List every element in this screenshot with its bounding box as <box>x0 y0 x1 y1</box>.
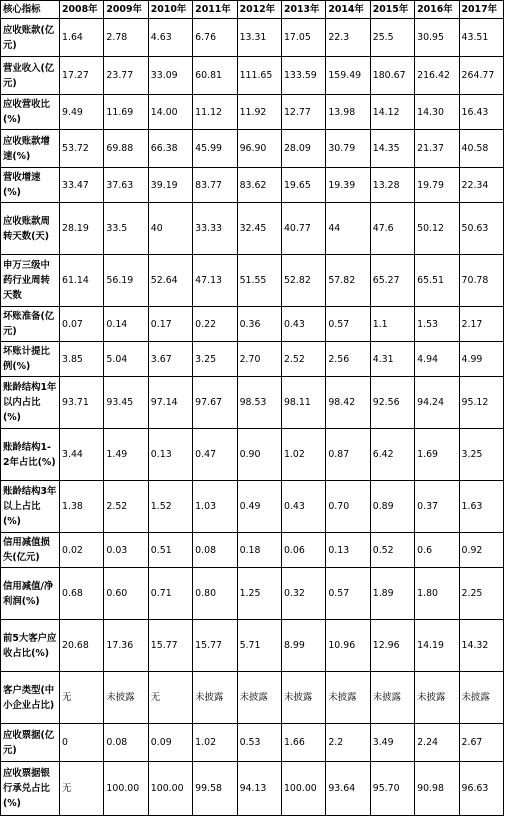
value-cell: 40 <box>148 203 192 255</box>
metric-cell: 应收票据(亿元) <box>1 724 60 762</box>
metric-cell: 申万三级中药行业周转天数 <box>1 255 60 307</box>
value-cell: 13.31 <box>237 19 281 57</box>
table-row <box>1 568 504 620</box>
value-cell: 无 <box>60 762 104 816</box>
value-cell: 4.99 <box>459 342 503 377</box>
value-cell: 1.03 <box>193 481 237 533</box>
table-row <box>1 672 504 724</box>
value-cell: 20.68 <box>60 620 104 672</box>
value-cell: 0.92 <box>459 533 503 568</box>
value-cell: 4.63 <box>148 19 192 57</box>
value-cell: 44 <box>326 203 370 255</box>
value-cell: 2.78 <box>104 19 148 57</box>
table-row <box>1 429 504 481</box>
value-cell: 0.87 <box>326 429 370 481</box>
value-cell: 1.69 <box>415 429 459 481</box>
value-cell: 1.89 <box>370 568 414 620</box>
value-cell: 2.52 <box>104 481 148 533</box>
value-cell: 0.09 <box>148 724 192 762</box>
metric-cell: 应收票据银行承兑占比(%) <box>1 762 60 816</box>
value-cell: 47.6 <box>370 203 414 255</box>
value-cell: 17.05 <box>281 19 325 57</box>
table-row <box>1 307 504 342</box>
value-cell: 30.95 <box>415 19 459 57</box>
value-cell: 未披露 <box>237 672 281 724</box>
value-cell: 14.12 <box>370 95 414 130</box>
value-cell: 45.99 <box>193 130 237 168</box>
value-cell: 1.64 <box>60 19 104 57</box>
value-cell: 97.14 <box>148 377 192 429</box>
table-row <box>1 168 504 203</box>
value-cell: 93.64 <box>326 762 370 816</box>
header-cell: 2013年 <box>281 1 325 19</box>
value-cell: 51.55 <box>237 255 281 307</box>
value-cell: 0.60 <box>104 568 148 620</box>
value-cell: 52.64 <box>148 255 192 307</box>
value-cell: 65.27 <box>370 255 414 307</box>
value-cell: 5.04 <box>104 342 148 377</box>
value-cell: 2.2 <box>326 724 370 762</box>
table-row <box>1 19 504 57</box>
table-row <box>1 203 504 255</box>
value-cell: 0.57 <box>326 568 370 620</box>
metric-cell: 账龄结构3年以上占比(%) <box>1 481 60 533</box>
value-cell: 65.51 <box>415 255 459 307</box>
value-cell: 0.53 <box>237 724 281 762</box>
value-cell: 23.77 <box>104 57 148 95</box>
value-cell: 98.11 <box>281 377 325 429</box>
value-cell: 无 <box>60 672 104 724</box>
value-cell: 未披露 <box>193 672 237 724</box>
value-cell: 33.09 <box>148 57 192 95</box>
value-cell: 2.56 <box>326 342 370 377</box>
header-cell: 核心指标 <box>1 1 60 19</box>
value-cell: 3.44 <box>60 429 104 481</box>
value-cell: 未披露 <box>459 672 503 724</box>
value-cell: 32.45 <box>237 203 281 255</box>
value-cell: 0.08 <box>193 533 237 568</box>
value-cell: 39.19 <box>148 168 192 203</box>
value-cell: 0.37 <box>415 481 459 533</box>
value-cell: 8.99 <box>281 620 325 672</box>
value-cell: 0.70 <box>326 481 370 533</box>
value-cell: 92.56 <box>370 377 414 429</box>
value-cell: 1.53 <box>415 307 459 342</box>
header-cell: 2009年 <box>104 1 148 19</box>
value-cell: 94.13 <box>237 762 281 816</box>
value-cell: 14.35 <box>370 130 414 168</box>
value-cell: 100.00 <box>148 762 192 816</box>
value-cell: 216.42 <box>415 57 459 95</box>
value-cell: 22.3 <box>326 19 370 57</box>
header-cell: 2015年 <box>370 1 414 19</box>
value-cell: 12.96 <box>370 620 414 672</box>
value-cell: 66.38 <box>148 130 192 168</box>
value-cell: 159.49 <box>326 57 370 95</box>
metric-cell: 应收账款(亿元) <box>1 19 60 57</box>
header-cell: 2014年 <box>326 1 370 19</box>
value-cell: 1.49 <box>104 429 148 481</box>
table-row <box>1 57 504 95</box>
header-cell: 2011年 <box>193 1 237 19</box>
metric-cell: 信用减值/净利润(%) <box>1 568 60 620</box>
value-cell: 无 <box>148 672 192 724</box>
metric-cell: 应收账款增速(%) <box>1 130 60 168</box>
value-cell: 0.03 <box>104 533 148 568</box>
table-row <box>1 481 504 533</box>
value-cell: 11.69 <box>104 95 148 130</box>
value-cell: 93.45 <box>104 377 148 429</box>
value-cell: 0 <box>60 724 104 762</box>
value-cell: 70.78 <box>459 255 503 307</box>
value-cell: 0.71 <box>148 568 192 620</box>
value-cell: 1.02 <box>281 429 325 481</box>
table-row <box>1 342 504 377</box>
value-cell: 98.53 <box>237 377 281 429</box>
metric-cell: 应收账款周转天数(天) <box>1 203 60 255</box>
value-cell: 未披露 <box>370 672 414 724</box>
value-cell: 19.79 <box>415 168 459 203</box>
value-cell: 1.63 <box>459 481 503 533</box>
metric-cell: 坏账准备(亿元) <box>1 307 60 342</box>
value-cell: 3.85 <box>60 342 104 377</box>
value-cell: 100.00 <box>281 762 325 816</box>
metric-cell: 应收营收比(%) <box>1 95 60 130</box>
metric-cell: 坏账计提比例(%) <box>1 342 60 377</box>
value-cell: 0.36 <box>237 307 281 342</box>
value-cell: 57.82 <box>326 255 370 307</box>
value-cell: 180.67 <box>370 57 414 95</box>
value-cell: 0.47 <box>193 429 237 481</box>
value-cell: 61.14 <box>60 255 104 307</box>
value-cell: 1.38 <box>60 481 104 533</box>
table-row <box>1 724 504 762</box>
table-row <box>1 255 504 307</box>
value-cell: 33.33 <box>193 203 237 255</box>
value-cell: 0.6 <box>415 533 459 568</box>
value-cell: 43.51 <box>459 19 503 57</box>
value-cell: 40.58 <box>459 130 503 168</box>
header-cell: 2017年 <box>459 1 503 19</box>
value-cell: 4.94 <box>415 342 459 377</box>
value-cell: 0.08 <box>104 724 148 762</box>
value-cell: 15.77 <box>148 620 192 672</box>
value-cell: 97.67 <box>193 377 237 429</box>
header-cell: 2012年 <box>237 1 281 19</box>
value-cell: 0.06 <box>281 533 325 568</box>
header-cell: 2016年 <box>415 1 459 19</box>
value-cell: 16.43 <box>459 95 503 130</box>
value-cell: 3.25 <box>459 429 503 481</box>
value-cell: 1.25 <box>237 568 281 620</box>
value-cell: 3.25 <box>193 342 237 377</box>
value-cell: 95.12 <box>459 377 503 429</box>
value-cell: 96.63 <box>459 762 503 816</box>
value-cell: 83.77 <box>193 168 237 203</box>
value-cell: 0.14 <box>104 307 148 342</box>
table-row <box>1 533 504 568</box>
value-cell: 0.32 <box>281 568 325 620</box>
value-cell: 2.67 <box>459 724 503 762</box>
value-cell: 5.71 <box>237 620 281 672</box>
value-cell: 0.22 <box>193 307 237 342</box>
value-cell: 60.81 <box>193 57 237 95</box>
value-cell: 95.70 <box>370 762 414 816</box>
value-cell: 14.32 <box>459 620 503 672</box>
header-row <box>1 1 504 19</box>
value-cell: 1.02 <box>193 724 237 762</box>
value-cell: 1.52 <box>148 481 192 533</box>
value-cell: 19.39 <box>326 168 370 203</box>
value-cell: 0.52 <box>370 533 414 568</box>
value-cell: 30.79 <box>326 130 370 168</box>
value-cell: 99.58 <box>193 762 237 816</box>
value-cell: 69.88 <box>104 130 148 168</box>
value-cell: 4.31 <box>370 342 414 377</box>
value-cell: 90.98 <box>415 762 459 816</box>
value-cell: 50.12 <box>415 203 459 255</box>
value-cell: 83.62 <box>237 168 281 203</box>
value-cell: 93.71 <box>60 377 104 429</box>
value-cell: 47.13 <box>193 255 237 307</box>
value-cell: 21.37 <box>415 130 459 168</box>
value-cell: 0.07 <box>60 307 104 342</box>
value-cell: 53.72 <box>60 130 104 168</box>
value-cell: 37.63 <box>104 168 148 203</box>
value-cell: 0.13 <box>326 533 370 568</box>
value-cell: 17.27 <box>60 57 104 95</box>
value-cell: 14.30 <box>415 95 459 130</box>
value-cell: 40.77 <box>281 203 325 255</box>
value-cell: 12.77 <box>281 95 325 130</box>
value-cell: 0.02 <box>60 533 104 568</box>
value-cell: 50.63 <box>459 203 503 255</box>
value-cell: 9.49 <box>60 95 104 130</box>
value-cell: 13.28 <box>370 168 414 203</box>
value-cell: 14.00 <box>148 95 192 130</box>
value-cell: 17.36 <box>104 620 148 672</box>
metric-cell: 前5大客户应收占比(%) <box>1 620 60 672</box>
value-cell: 13.98 <box>326 95 370 130</box>
value-cell: 264.77 <box>459 57 503 95</box>
value-cell: 25.5 <box>370 19 414 57</box>
value-cell: 0.17 <box>148 307 192 342</box>
value-cell: 1.66 <box>281 724 325 762</box>
value-cell: 33.5 <box>104 203 148 255</box>
value-cell: 0.68 <box>60 568 104 620</box>
value-cell: 1.80 <box>415 568 459 620</box>
value-cell: 22.34 <box>459 168 503 203</box>
value-cell: 52.82 <box>281 255 325 307</box>
value-cell: 28.09 <box>281 130 325 168</box>
metric-cell: 营业收入(亿元) <box>1 57 60 95</box>
value-cell: 未披露 <box>281 672 325 724</box>
value-cell: 0.18 <box>237 533 281 568</box>
value-cell: 28.19 <box>60 203 104 255</box>
value-cell: 3.49 <box>370 724 414 762</box>
value-cell: 6.76 <box>193 19 237 57</box>
value-cell: 6.42 <box>370 429 414 481</box>
value-cell: 14.19 <box>415 620 459 672</box>
value-cell: 0.80 <box>193 568 237 620</box>
value-cell: 111.65 <box>237 57 281 95</box>
value-cell: 0.57 <box>326 307 370 342</box>
value-cell: 11.12 <box>193 95 237 130</box>
value-cell: 0.49 <box>237 481 281 533</box>
value-cell: 2.24 <box>415 724 459 762</box>
value-cell: 0.90 <box>237 429 281 481</box>
value-cell: 15.77 <box>193 620 237 672</box>
table-row <box>1 95 504 130</box>
table-row <box>1 130 504 168</box>
value-cell: 33.47 <box>60 168 104 203</box>
table-row <box>1 762 504 816</box>
value-cell: 0.51 <box>148 533 192 568</box>
value-cell: 2.52 <box>281 342 325 377</box>
value-cell: 100.00 <box>104 762 148 816</box>
value-cell: 19.65 <box>281 168 325 203</box>
value-cell: 10.96 <box>326 620 370 672</box>
value-cell: 未披露 <box>326 672 370 724</box>
table-row <box>1 620 504 672</box>
value-cell: 3.67 <box>148 342 192 377</box>
value-cell: 11.92 <box>237 95 281 130</box>
value-cell: 未披露 <box>104 672 148 724</box>
value-cell: 0.89 <box>370 481 414 533</box>
metric-cell: 信用减值损失(亿元) <box>1 533 60 568</box>
table-row <box>1 377 504 429</box>
header-cell: 2010年 <box>148 1 192 19</box>
value-cell: 1.1 <box>370 307 414 342</box>
value-cell: 0.43 <box>281 481 325 533</box>
value-cell: 98.42 <box>326 377 370 429</box>
value-cell: 94.24 <box>415 377 459 429</box>
metric-cell: 营收增速(%) <box>1 168 60 203</box>
metric-cell: 账龄结构1-2年占比(%) <box>1 429 60 481</box>
value-cell: 0.13 <box>148 429 192 481</box>
metric-cell: 账龄结构1年以内占比(%) <box>1 377 60 429</box>
value-cell: 未披露 <box>415 672 459 724</box>
metric-cell: 客户类型(中小企业占比) <box>1 672 60 724</box>
value-cell: 0.43 <box>281 307 325 342</box>
value-cell: 2.25 <box>459 568 503 620</box>
value-cell: 56.19 <box>104 255 148 307</box>
value-cell: 2.17 <box>459 307 503 342</box>
value-cell: 133.59 <box>281 57 325 95</box>
value-cell: 2.70 <box>237 342 281 377</box>
header-cell: 2008年 <box>60 1 104 19</box>
value-cell: 96.90 <box>237 130 281 168</box>
